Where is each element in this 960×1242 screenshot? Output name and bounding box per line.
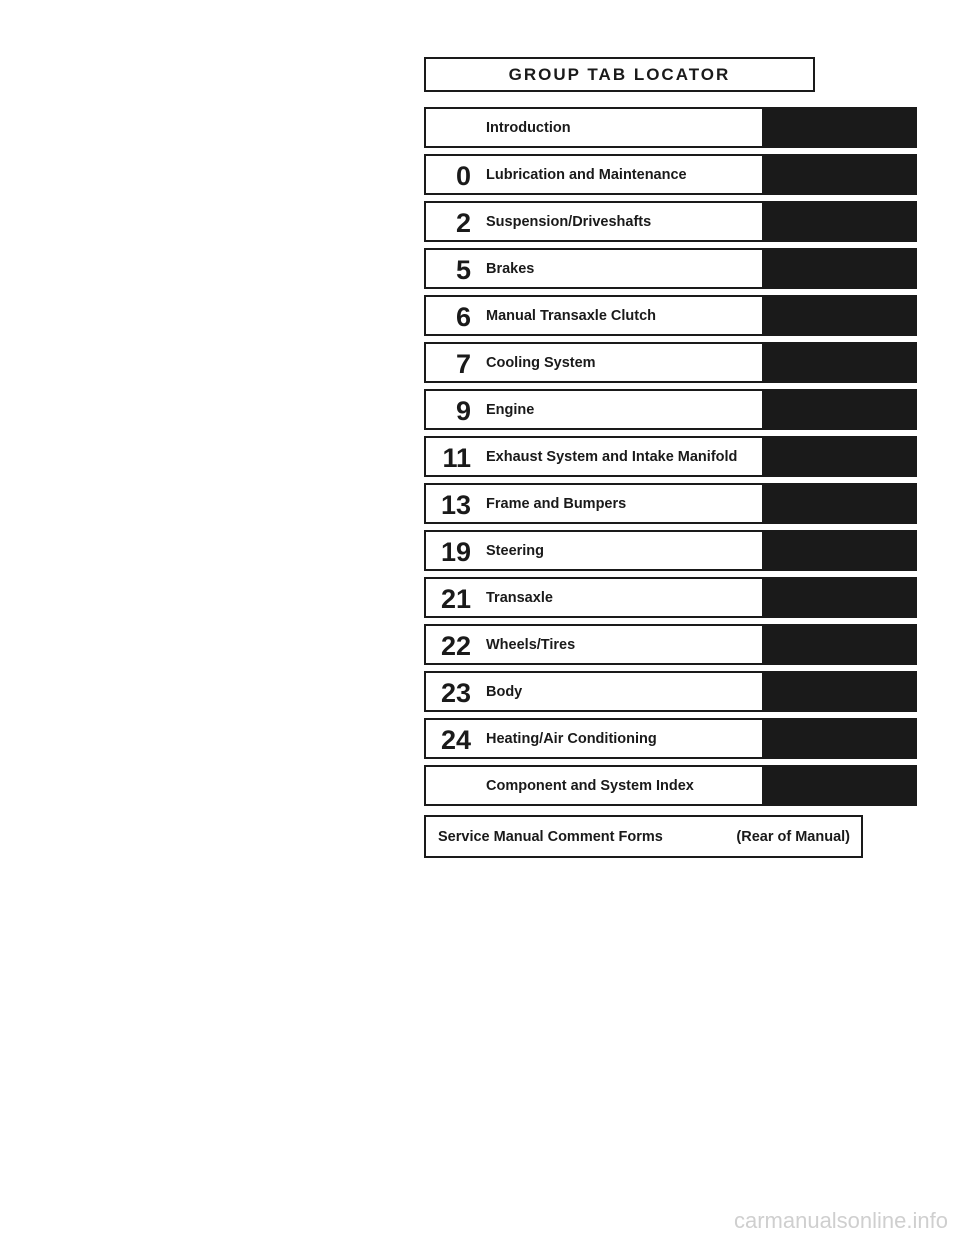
tab-group-6[interactable] (424, 295, 917, 336)
comment-forms-box[interactable] (424, 815, 863, 858)
tab-group-5[interactable] (424, 248, 917, 289)
tab-group-0[interactable] (424, 154, 917, 195)
tab-black-marker[interactable] (762, 342, 917, 383)
tab-number: 7 (455, 349, 471, 379)
tab-label-box (424, 436, 762, 477)
tab-label-box (424, 342, 762, 383)
tab-label-box (424, 718, 762, 759)
tab-number: 13 (440, 490, 471, 520)
tab-number: 2 (455, 208, 471, 238)
tab-number: 23 (440, 678, 471, 708)
tab-black-marker[interactable] (762, 436, 917, 477)
tab-label-box (424, 389, 762, 430)
tab-title: Exhaust System and Intake Manifold (486, 448, 738, 465)
tab-black-marker[interactable] (762, 718, 917, 759)
tab-introduction[interactable] (424, 107, 917, 148)
tab-black-marker[interactable] (762, 248, 917, 289)
tab-title: Heating/Air Conditioning (486, 730, 657, 747)
tab-label-box (424, 154, 762, 195)
tab-group-11[interactable] (424, 436, 917, 477)
tab-label-box (424, 530, 762, 571)
tab-label-box (424, 765, 762, 806)
tab-number: 19 (440, 537, 471, 567)
tab-label-box (424, 201, 762, 242)
tab-group-19[interactable] (424, 530, 917, 571)
tab-group-2[interactable] (424, 201, 917, 242)
tab-black-marker[interactable] (762, 154, 917, 195)
watermark: carmanualsonline.info (733, 1208, 948, 1233)
tab-black-marker[interactable] (762, 765, 917, 806)
tab-black-marker[interactable] (762, 389, 917, 430)
tab-group-24[interactable] (424, 718, 917, 759)
tab-title: Suspension/Driveshafts (486, 213, 652, 230)
tab-black-marker[interactable] (762, 107, 917, 148)
tab-title: Component and System Index (486, 777, 694, 794)
tab-number: 22 (440, 631, 471, 661)
tab-number: 6 (455, 302, 471, 332)
tab-group-7[interactable] (424, 342, 917, 383)
tab-title: Body (486, 683, 523, 700)
tab-title: Lubrication and Maintenance (486, 166, 687, 183)
tab-black-marker[interactable] (762, 483, 917, 524)
tab-black-marker[interactable] (762, 530, 917, 571)
tab-label-box (424, 107, 762, 148)
tab-number: 21 (440, 584, 471, 614)
tab-title: Frame and Bumpers (486, 495, 627, 512)
tab-number: 9 (455, 396, 471, 426)
tab-title: Manual Transaxle Clutch (486, 307, 657, 324)
tab-component-index[interactable] (424, 765, 917, 806)
tab-label-box (424, 577, 762, 618)
tab-number: 0 (455, 161, 471, 191)
tab-title: Wheels/Tires (486, 636, 576, 653)
tab-group-9[interactable] (424, 389, 917, 430)
tab-title: Introduction (486, 119, 571, 136)
tab-label-box (424, 248, 762, 289)
tab-black-marker[interactable] (762, 201, 917, 242)
tab-label-box (424, 624, 762, 665)
tab-black-marker[interactable] (762, 671, 917, 712)
comment-forms-label: Service Manual Comment Forms (438, 828, 663, 845)
tab-label-box (424, 671, 762, 712)
tab-group-21[interactable] (424, 577, 917, 618)
tab-list (424, 107, 917, 812)
tab-group-22[interactable] (424, 624, 917, 665)
page-title: GROUP TAB LOCATOR (424, 57, 815, 92)
tab-number: 24 (440, 725, 471, 755)
tab-label-box (424, 295, 762, 336)
tab-black-marker[interactable] (762, 295, 917, 336)
tab-title: Cooling System (486, 354, 596, 371)
tab-group-23[interactable] (424, 671, 917, 712)
tab-group-13[interactable] (424, 483, 917, 524)
tab-label-box (424, 483, 762, 524)
tab-number: 11 (442, 443, 471, 473)
comment-forms-location: (Rear of Manual) (736, 828, 850, 845)
tab-black-marker[interactable] (762, 577, 917, 618)
tab-title: Transaxle (486, 589, 553, 606)
tab-black-marker[interactable] (762, 624, 917, 665)
tab-title: Engine (486, 401, 535, 418)
tab-title: Steering (486, 542, 545, 559)
tab-title: Brakes (486, 260, 535, 277)
tab-number: 5 (455, 255, 471, 285)
